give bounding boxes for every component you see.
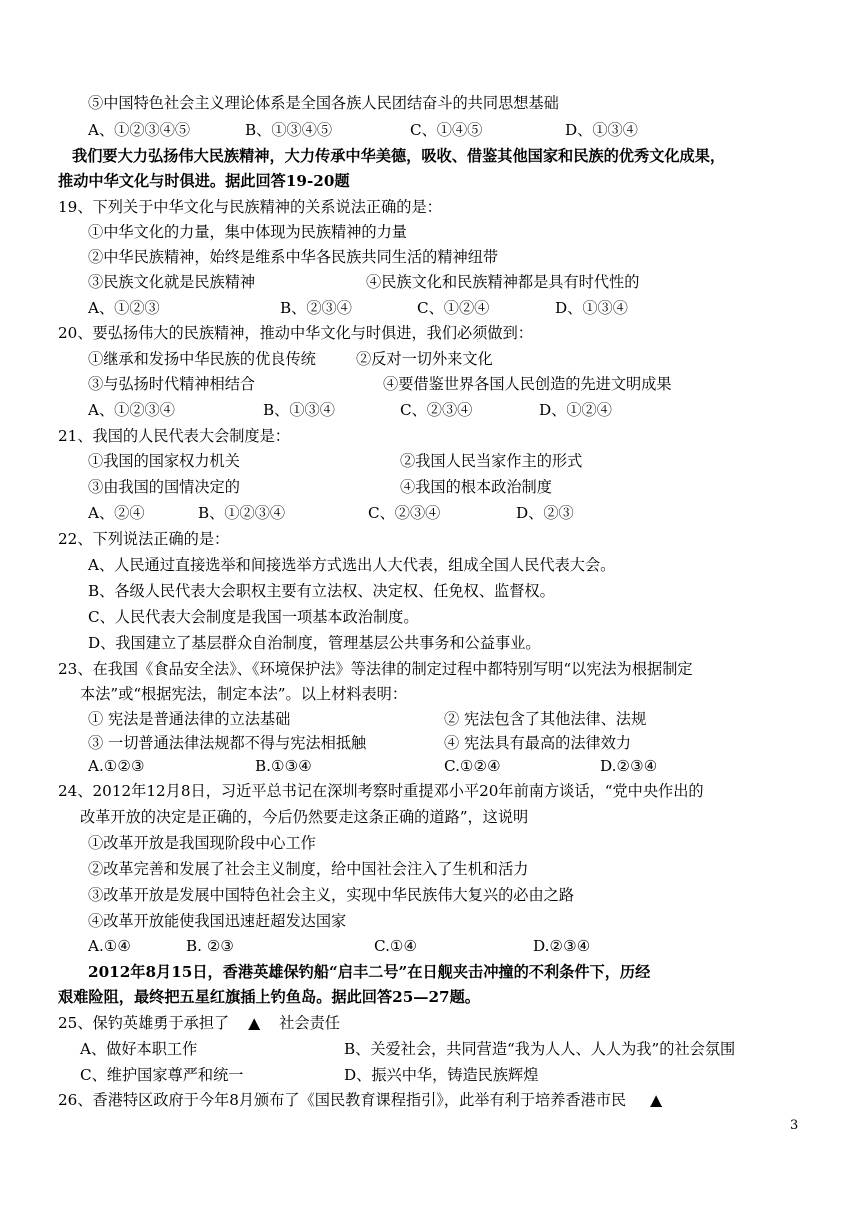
question-24-cont: 改革开放的决定是正确的，今后仍然要走这条正确的道路”，这说明	[80, 808, 529, 826]
q20-statement-1: ①继承和发扬中华民族的优良传统	[88, 350, 316, 368]
choice-c: C、①②④	[417, 299, 490, 317]
q23-statement-2: ② 宪法包含了其他法律、法规	[444, 710, 647, 728]
q22-choice-b: B、各级人民代表大会职权主要有立法权、决定权、任免权、监督权。	[88, 582, 555, 600]
choice-c: C.①④	[374, 937, 418, 955]
choice-a: A、②④	[88, 504, 145, 522]
choice-c: C、②③④	[368, 504, 441, 522]
q19-statement-3: ③民族文化就是民族精神	[88, 273, 256, 291]
answer-blank: ▲	[248, 1014, 261, 1032]
question-25	[58, 1013, 340, 1033]
choice-d: D.②③④	[600, 757, 658, 775]
q21-statement-2: ②我国人民当家作主的形式	[400, 452, 583, 470]
q20-statement-3: ③与弘扬时代精神相结合	[88, 375, 256, 393]
choice-a: A、①②③	[88, 299, 160, 317]
q24-statement-4: ④改革开放能使我国迅速赶超发达国家	[88, 912, 347, 930]
q23-statement-1: ① 宪法是普通法律的立法基础	[88, 710, 291, 728]
section-intro-19-20-cont: 推动中华文化与时俱进。据此回答19-20题	[58, 172, 350, 190]
q23-statement-3: ③ 一切普通法律法规都不得与宪法相抵触	[88, 734, 367, 752]
choice-b: B.①③④	[255, 757, 312, 775]
q21-statement-3: ③由我国的国情决定的	[88, 478, 240, 496]
question-24: 24、2012年12月8日，习近平总书记在深圳考察时重提邓小平20年前南方谈话，“党中央作出的	[58, 782, 704, 800]
q24-statement-3: ③改革开放是发展中国特色社会主义，实现中华民族伟大复兴的必由之路	[88, 886, 574, 904]
choice-d: D、振兴中华，铸造民族辉煌	[344, 1066, 539, 1084]
section-intro-19-20: 我们要大力弘扬伟大民族精神，大力传承中华美德，吸收、借鉴其他国家和民族的优秀文化成果，	[72, 147, 726, 165]
choice-a: A、①②③④	[88, 401, 175, 419]
q22-choice-c: C、人民代表大会制度是我国一项基本政治制度。	[88, 608, 419, 626]
question-19: 19、下列关于中华文化与民族精神的关系说法正确的是：	[58, 198, 442, 216]
choice-c: C、①④⑤	[410, 121, 483, 139]
q19-statement-2: ②中华民族精神，始终是维系中华各民族共同生活的精神纽带	[88, 248, 499, 266]
q19-statement-1: ①中华文化的力量，集中体现为民族精神的力量	[88, 223, 407, 241]
q24-statement-2: ②改革完善和发展了社会主义制度，给中国社会注入了生机和活力	[88, 860, 529, 878]
q20-statement-2: ②反对一切外来文化	[356, 350, 493, 368]
choice-b: B、①③④	[263, 401, 335, 419]
question-22: 22、下列说法正确的是：	[58, 530, 230, 548]
choice-a: A、①②③④⑤	[88, 121, 191, 139]
choice-b: B、①③④⑤	[245, 121, 333, 139]
question-23: 23、在我国《食品安全法》、《环境保护法》等法律的制定过程中都特别写明“以宪法为根据制定	[58, 660, 693, 678]
choice-b: B、②③④	[280, 299, 352, 317]
choice-d: D、①②④	[539, 401, 612, 419]
choice-b: B. ②③	[186, 937, 235, 955]
section-intro-25-27-cont: 艰难险阻，最终把五星红旗插上钓鱼岛。据此回答25—27题。	[58, 988, 480, 1006]
question-23-cont: 本法”或“根据宪法，制定本法”。以上材料表明：	[80, 685, 408, 703]
q21-statement-4: ④我国的根本政治制度	[400, 478, 552, 496]
item-18-option-5: ⑤中国特色社会主义理论体系是全国各族人民团结奋斗的共同思想基础	[88, 94, 559, 112]
q20-statement-4: ④要借鉴世界各国人民创造的先进文明成果	[383, 375, 672, 393]
q21-statement-1: ①我国的国家权力机关	[88, 452, 240, 470]
q26-stem: 26、香港特区政府于今年8月颁布了《国民教育课程指引》，此举有利于培养香港市民	[58, 1091, 627, 1109]
answer-blank: ▲	[650, 1091, 662, 1109]
choice-c: C、维护国家尊严和统一	[80, 1066, 244, 1084]
choice-a: A.①②③	[88, 757, 145, 775]
q23-statement-4: ④ 宪法具有最高的法律效力	[444, 734, 632, 752]
q24-statement-1: ①改革开放是我国现阶段中心工作	[88, 834, 316, 852]
choice-d: D、①③④	[565, 121, 638, 139]
q25-stem: 25、保钓英雄勇于承担了	[58, 1014, 230, 1032]
question-26	[58, 1090, 686, 1110]
question-20: 20、要弘扬伟大的民族精神，推动中华文化与时俱进，我们必须做到：	[58, 324, 533, 342]
choice-d: D.②③④	[533, 937, 591, 955]
choice-c: C.①②④	[444, 757, 501, 775]
choice-b: B、关爱社会，共同营造“我为人人、人人为我”的社会氛围	[344, 1040, 736, 1058]
q22-choice-a: A、人民通过直接选举和间接选举方式选出人大代表，组成全国人民代表大会。	[88, 556, 616, 574]
question-21: 21、我国的人民代表大会制度是：	[58, 427, 290, 445]
choice-d: D、②③	[516, 504, 574, 522]
q25-stem-end: 社会责任	[279, 1014, 340, 1032]
choice-a: A、做好本职工作	[80, 1040, 198, 1058]
q22-choice-d: D、我国建立了基层群众自治制度，管理基层公共事务和公益事业。	[88, 634, 541, 652]
choice-c: C、②③④	[400, 401, 473, 419]
q19-statement-4: ④民族文化和民族精神都是具有时代性的	[366, 273, 640, 291]
page-number: 3	[790, 1118, 799, 1133]
choice-b: B、①②③④	[198, 504, 286, 522]
choice-d: D、①③④	[555, 299, 628, 317]
section-intro-25-27: 2012年8月15日，香港英雄保钓船“启丰二号”在日舰夹击冲撞的不利条件下，历经	[88, 963, 651, 981]
choice-a: A.①④	[88, 937, 132, 955]
